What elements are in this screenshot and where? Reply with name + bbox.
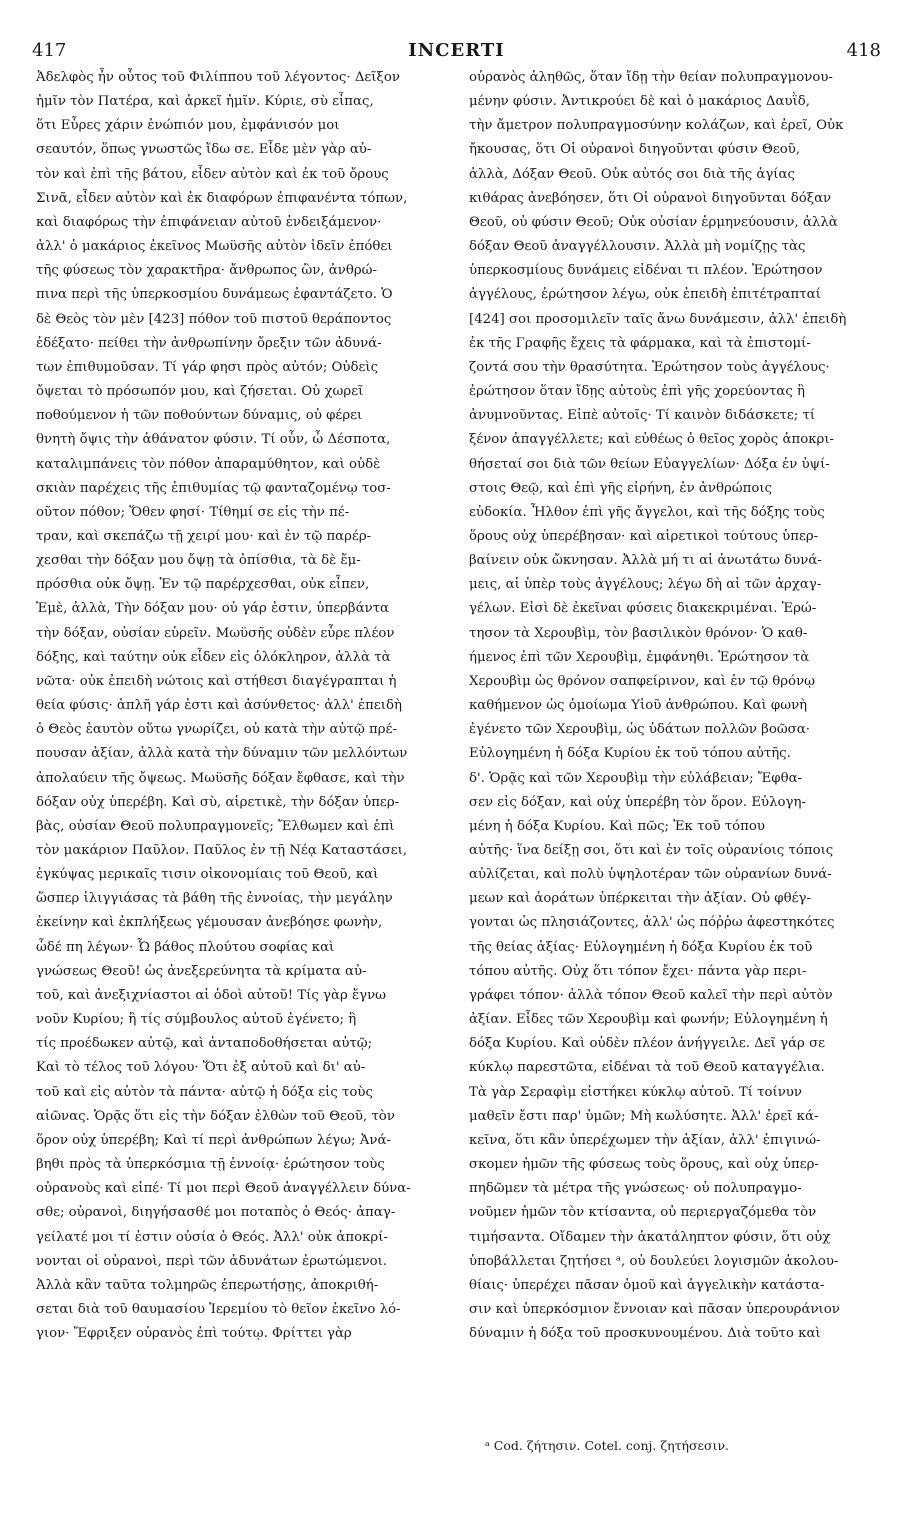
text-line: [424] σοι προσομιλεῖν ταῖς ἄνω δυνάμεσιν, ἀλλ' ἐπειδὴ — [469, 311, 847, 327]
page-number-left: 417 — [32, 40, 67, 61]
text-line: μαθεῖν ἔστι παρ' ὑμῶν; Μὴ κωλύσητε. Ἀλλ' ἐρεῖ κά- — [469, 1108, 819, 1124]
text-line: μεων καὶ ἀοράτων ὑπέρκειται τὴν ἀξίαν. Οὐ φθέγ- — [469, 891, 811, 907]
text-line: στοις Θεῷ, καὶ ἐπὶ γῆς εἰρήνη, ἐν ἀνθρώποις — [469, 480, 773, 496]
page-header — [32, 40, 881, 64]
left-column — [36, 66, 448, 1346]
text-line: Χερουβὶμ ὡς θρόνον σαπφείρινον, καὶ ἐν τῷ θρόνῳ — [469, 673, 815, 689]
text-line: τίς προέδωκεν αὐτῷ, καὶ ἀνταποδοθήσεται αὐτῷ; — [36, 1036, 373, 1052]
text-line: θήσεταί σοι διὰ τῶν θείων Εὐαγγελίων· Δόξα ἐν ὑψί- — [469, 456, 830, 472]
text-line: τὴν ἄμετρον πολυπραγμοσύνην κολάζων, καὶ ἐρεῖ, Οὐκ — [469, 118, 844, 134]
text-line: ὥσπερ ἰλιγγιάσας τὰ βάθη τῆς ἐννοίας, τὴν μεγάλην — [36, 891, 393, 907]
text-line: ὑπερκοσμίους δυνάμεις εἰδέναι τι πλέον. Ἐρώτησον — [469, 263, 823, 279]
text-line: σιν καὶ ὑπερκόσμιον ἔννοιαν καὶ πᾶσαν ὑπερουράνιον — [469, 1301, 840, 1317]
text-line: μένη ἡ δόξα Κυρίου. Καὶ πῶς; Ἐκ τοῦ τόπου — [469, 818, 765, 834]
text-line: αὐτῆς· ἵνα δείξῃ σοι, ὅτι καὶ ἐν τοῖς οὐρανίοις τόποις — [469, 843, 834, 858]
text-line: γιον· Ἔφριξεν οὐρανὸς ἐπὶ τούτῳ. Φρίττει γὰρ — [36, 1326, 352, 1342]
text-line: κιθάρας ἀνεβόησεν, ὅτι Οἱ οὐρανοὶ διηγοῦνται δόξαν — [469, 190, 832, 206]
text-line: πηδῶμεν τὰ μέτρα τῆς γνώσεως· οὐ πολυπραγμο- — [469, 1181, 802, 1197]
text-line: μένην φύσιν. Ἀντικρούει δὲ καὶ ὁ μακάριος Δαυῒδ, — [469, 94, 810, 110]
text-line: δόξα Κυρίου. Καὶ οὐδὲν πλέον ἀνήγγειλε. Δεῖ γάρ σε — [469, 1036, 826, 1052]
text-line: Τὰ γὰρ Σεραφὶμ εἱστήκει κύκλῳ αὐτοῦ. Τί τοίνυν — [469, 1084, 802, 1100]
text-line: εὐδοκία. Ἦλθον ἐπὶ γῆς ἄγγελοι, καὶ τῆς δόξης τοὺς — [469, 504, 825, 520]
text-line: Εὐλογημένη ἡ δόξα Κυρίου ἐκ τοῦ τόπου αὐτῆς. — [469, 746, 791, 762]
text-line: σεν εἰς δόξαν, καὶ οὐχ ὑπερέβη τὸν ὅρον. Εὐλογη- — [469, 794, 806, 810]
text-line: ἡμῖν τὸν Πατέρα, καὶ ἀρκεῖ ἡμῖν. Κύριε, σὺ εἶπας, — [36, 94, 374, 110]
text-line: δόξης, καὶ ταύτην οὐκ εἶδεν εἰς ὁλόκληρον, ἀλλὰ τὰ — [36, 649, 391, 665]
text-line: πουσαν ἀξίαν, ἀλλὰ κατὰ τὴν δύναμιν τῶν μελλόντων — [36, 746, 408, 762]
text-line: νῶτα· οὐκ ἐπειδὴ νώτοις καὶ στήθεσι διαγέγραπται ἡ — [36, 673, 397, 689]
text-line: ὧδέ πη λέγων· Ὦ βάθος πλούτου σοφίας καὶ — [36, 939, 335, 955]
text-line: γέλων. Εἰσὶ δὲ ἐκεῖναι φύσεις διακεκριμέναι. Ἐρώ- — [469, 601, 817, 617]
text-line: τόπου αὐτῆς. Οὐχ ὅτι τόπον ἔχει· πάντα γὰρ περι- — [469, 963, 807, 979]
text-line: δόξαν Θεοῦ ἀναγγέλλουσιν. Ἀλλὰ μὴ νομίζῃς τὰς — [469, 239, 806, 255]
text-line: των ἐπιθυμοῦσαν. Τί γάρ φησι πρὸς αὐτόν; Οὐδεὶς — [36, 359, 379, 375]
text-line: τιμήσαντα. Οἴδαμεν τὴν ἀκατάληπτον φύσιν, ὅτι οὐχ — [469, 1229, 831, 1245]
text-line: θεία φύσις· ἁπλῆ γάρ ἐστι καὶ ἀσύνθετος· ἀλλ' ἐπειδὴ — [36, 698, 402, 714]
text-line: ποθούμενον ἡ τῶν ποθούντων δύναμις, οὐ φέρει — [36, 408, 363, 424]
text-line: αὐλίζεται, καὶ πολὺ ὑψηλοτέραν τῶν οὐρανίων δυνά- — [469, 867, 832, 883]
text-line: Καὶ τὸ τέλος τοῦ λόγου· Ὅτι ἐξ αὐτοῦ καὶ δι' αὐ- — [36, 1060, 366, 1076]
footnote: ᵃ Cod. ζήτησιν. Cotel. conj. ζητήσεσιν. — [485, 1438, 730, 1453]
text-line: γονται ὡς πλησιάζοντες, ἀλλ' ὡς πόῤῥω ἀφεστηκότες — [469, 915, 835, 931]
text-line: δόξαν οὐχ ὑπερέβη. Καὶ σὺ, αἱρετικὲ, τὴν δόξαν ὑπερ- — [36, 794, 400, 810]
text-line: πρόσθια οὐκ ὄψῃ. Ἐν τῷ παρέρχεσθαι, οὐκ εἶπεν, — [36, 577, 370, 593]
text-line: θίαις· ὑπερέχει πᾶσαν ὁμοῦ καὶ ἀγγελικὴν κατάστα- — [469, 1277, 825, 1293]
text-line: ἐδέξατο· πείθει τὴν ἀνθρωπίνην ὄρεξιν τῶν ἀδυνά- — [36, 335, 382, 351]
text-line: δὲ Θεὸς τὸν μὲν [423] πόθον τοῦ πιστοῦ θεράποντος — [36, 311, 392, 327]
text-line: τὸν μακάριον Παῦλον. Παῦλος ἐν τῇ Νέᾳ Καταστάσει, — [36, 843, 408, 858]
text-line: σκομεν ἡμῶν τῆς φύσεως τοὺς ὅρους, καὶ οὐχ ὑπερ- — [469, 1157, 819, 1173]
text-line: τοῦ, καὶ ἀνεξιχνίαστοι αἱ ὁδοὶ αὐτοῦ! Τίς γὰρ ἔγνω — [36, 987, 387, 1003]
text-line: κύκλῳ παρεστῶτα, εἰδέναι τὰ τοῦ Θεοῦ καταγγέλια. — [469, 1060, 825, 1076]
text-line: αἰῶνας. Ὁρᾷς ὅτι εἰς τὴν δόξαν ἐλθὼν τοῦ Θεοῦ, τὸν — [36, 1108, 395, 1124]
text-line: ἐγκύψας μερικαῖς τισιν οἰκονομίαις τοῦ Θεοῦ, καὶ — [36, 867, 379, 883]
text-line: ὅρους οὐχ ὑπερέβησαν· καὶ αἱρετικοὶ τούτους ὑπερ- — [469, 528, 819, 544]
text-line: μεις, αἱ ὑπὲρ τοὺς ἀγγέλους; λέγω δὴ αἱ τῶν ἀρχαγ- — [469, 577, 822, 593]
text-line: σεαυτόν, ὅπως γνωστῶς ἴδω σε. Εἶδε μὲν γὰρ αὐ- — [36, 142, 372, 158]
text-line: καὶ διαφόρως τὴν ἐπιφάνειαν αὐτοῦ ἐνδειξάμενον· — [36, 214, 382, 230]
text-line: θνητὴ ὄψις τὴν ἀθάνατον φύσιν. Τί οὖν, ὦ Δέσποτα, — [36, 432, 391, 448]
text-line: κεῖνα, ὅτι κἂν ὑπερέχωμεν τὴν ἀξίαν, ἀλλ' ἐπιγινώ- — [469, 1132, 821, 1148]
page-number-right: 418 — [846, 40, 881, 61]
text-line: καταλιμπάνεις τὸν πόθον ἀπαραμύθητον, καὶ οὐδὲ — [36, 456, 381, 472]
text-line: ζοντά σου τὴν θρασύτητα. Ἐρώτησον τοὺς ἀγγέλους· — [469, 359, 830, 375]
text-line: τῆς φύσεως τὸν χαρακτῆρα· ἄνθρωπος ὢν, ἀνθρώ- — [36, 263, 378, 279]
text-line: ἀπολαύειν τῆς ὄψεως. Μωϋσῆς δόξαν ἔφθασε, καὶ τὴν — [36, 770, 405, 786]
text-line: ἐγένετο τῶν Χερουβὶμ, ὡς ὑδάτων πολλῶν βοῶσα· — [469, 722, 810, 738]
text-line: ξένον ἀπαγγέλλετε; καὶ εὐθέως ὁ θεῖος χορὸς ἀποκρι- — [469, 432, 835, 448]
text-line: χεσθαι τὴν δόξαν μου ὄψῃ τὰ ὀπίσθια, τὰ δὲ ἔμ- — [36, 553, 361, 569]
text-line: βηθι πρὸς τὰ ὑπερκόσμια τῇ ἐννοίᾳ· ἐρώτησον τοὺς — [36, 1157, 385, 1173]
text-line: δ'. Ὁρᾷς καὶ τῶν Χερουβὶμ τὴν εὐλάβειαν; Ἔφθα- — [469, 770, 803, 786]
text-line: ἐκ τῆς Γραφῆς ἔχεις τὰ φάρμακα, καὶ τὰ ἐπιστομί- — [469, 335, 811, 351]
text-line: σθε; οὐρανοὶ, διηγήσασθέ μοι ποταπὸς ὁ Θεός· ἀπαγ- — [36, 1205, 396, 1221]
text-line: τραν, καὶ σκεπάζω τῇ χειρί μου· καὶ ἐν τῷ παρέρ- — [36, 528, 372, 544]
text-line: οῦτον πόθον; Ὅθεν φησί· Τίθημί σε εἰς τὴν πέ- — [36, 504, 350, 520]
text-line: ήμενος ἐπὶ τῶν Χερουβὶμ, ἐμφάνηθι. Ἐρώτησον τὰ — [469, 649, 810, 665]
text-line: νοῦμεν ἡμῶν τὸν κτίσαντα, οὐ περιεργαζόμεθα τὸν — [469, 1205, 817, 1221]
text-line: τοῦ καὶ εἰς αὐτὸν τὰ πάντα· αὐτῷ ἡ δόξα εἰς τοὺς — [36, 1084, 373, 1100]
text-line: ἀξίαν. Εἶδες τῶν Χερουβὶμ καὶ φωνήν; Εὐλογημένη ἡ — [469, 1012, 828, 1028]
text-line: καθήμενον ὡς ὁμοίωμα Υἱοῦ ἀνθρώπου. Καὶ φωνὴ — [469, 698, 808, 714]
text-line: τῆς θείας ἀξίας· Εὐλογημένη ἡ δόξα Κυρίου ἐκ τοῦ — [469, 939, 813, 955]
text-line: ἀνυμνοῦντας. Εἰπὲ αὐτοῖς· Τί καινὸν διδάσκετε; τί — [469, 408, 816, 424]
text-line: δύναμιν ἡ δόξα τοῦ προσκυνουμένου. Διὰ τοῦτο καὶ — [469, 1326, 821, 1342]
text-line: βὰς, οὐσίαν Θεοῦ πολυπραγμονεῖς; Ἔλθωμεν καὶ ἐπὶ — [36, 818, 395, 834]
text-line: Ἀλλὰ κἂν ταῦτα τολμηρῶς ἐπερωτήσῃς, ἀποκριθή- — [36, 1277, 379, 1293]
text-line: Ἐμὲ, ἀλλὰ, Τὴν δόξαν μου· οὐ γάρ ἐστιν, ὑπερβάντα — [36, 601, 390, 617]
text-line: βαίνειν οὐκ ὤκνησαν. Ἀλλὰ μή τι αἱ ἀνωτάτω δυνά- — [469, 553, 822, 569]
text-line: γράφει τόπον· ἀλλὰ τόπον Θεοῦ καλεῖ τὴν περὶ αὐτὸν — [469, 987, 833, 1003]
text-line: οὐρανοὺς καὶ εἰπέ· Τί μοι περὶ Θεοῦ ἀναγγέλλειν δύνα- — [36, 1181, 411, 1197]
text-line: νοῦν Κυρίου; ἢ τίς σύμβουλος αὐτοῦ ἐγένετο; ἢ — [36, 1012, 357, 1028]
text-line: σεται διὰ τοῦ θαυμασίου Ἱερεμίου τὸ θεῖον ἐκεῖνο λό- — [36, 1301, 401, 1317]
text-line: ἐκείνην καὶ ἐκπλήξεως γέμουσαν ἀνεβόησε φωνὴν, — [36, 915, 383, 931]
text-line: τησον τὰ Χερουβὶμ, τὸν βασιλικὸν θρόνον· Ὁ καθ- — [469, 625, 808, 641]
text-line: ἐρώτησον ὅταν ἴδῃς αὐτοὺς ἐπὶ γῆς χορεύοντας ἢ — [469, 384, 806, 400]
text-line: Θεοῦ, οὐ φύσιν Θεοῦ; Οὐκ οὐσίαν ἑρμηνεύουσιν, ἀλλὰ — [469, 214, 838, 230]
text-line: ὁ Θεὸς ἑαυτὸν οὕτω γνωρίζει, οὐ κατὰ τὴν αὐτῷ πρέ- — [36, 722, 397, 738]
text-line: τὴν δόξαν, οὐσίαν εὑρεῖν. Μωϋσῆς οὐδὲν εὗρε πλέον — [36, 625, 395, 641]
text-line: ὅτι Εὗρες χάριν ἐνώπιόν μου, ἐμφάνισόν μοι — [36, 118, 340, 134]
text-line: γείλατέ μοι τί ἐστιν οὐσία ὁ Θεός. Ἀλλ' οὐκ ἀποκρί- — [36, 1229, 388, 1245]
text-line: οὐρανὸς ἀληθῶς, ὅταν ἴδῃ τὴν θείαν πολυπραγμονου- — [469, 70, 833, 85]
right-column — [469, 66, 879, 1346]
text-line: γνώσεως Θεοῦ! ὡς ἀνεξερεύνητα τὰ κρίματα αὐ- — [36, 963, 367, 979]
text-line: Σινᾶ, εἶδεν αὐτὸν καὶ ἐκ διαφόρων ἐπιφανέντα τόπων, — [36, 190, 408, 206]
text-line: ἀλλ' ὁ μακάριος ἐκεῖνος Μωϋσῆς αὐτὸν ἰδεῖν ἐπόθει — [36, 239, 393, 255]
running-title: INCERTI — [408, 40, 505, 61]
text-line: τὸν καὶ ἐπὶ τῆς βάτου, εἶδεν αὐτὸν καὶ ἐκ τοῦ ὄρους — [36, 166, 389, 182]
text-line: νονται οἱ οὐρανοὶ, περὶ τῶν ἀδυνάτων ἐρωτώμενοι. — [36, 1253, 388, 1269]
text-line: ὄψεται τὸ πρόσωπόν μου, καὶ ζήσεται. Οὐ χωρεῖ — [36, 384, 364, 400]
text-line: ἤκουσας, ὅτι Οἱ οὐρανοὶ διηγοῦνται φύσιν Θεοῦ, — [469, 142, 801, 158]
text-line: σκιὰν παρέχεις τῆς ἐπιθυμίας τῷ φανταζομένῳ τοσ- — [36, 480, 391, 496]
text-line: Ἀδελφὸς ἦν οὗτος τοῦ Φιλίππου τοῦ λέγοντος· Δεῖξον — [36, 70, 400, 85]
text-line: πινα περὶ τῆς ὑπερκοσμίου δυνάμεως ἐφαντάζετο. Ὁ — [36, 287, 393, 303]
text-line: ὅρον οὐχ ὑπερέβη; Καὶ τί περὶ ἀνθρώπων λέγω; Ἀνά- — [36, 1132, 391, 1148]
text-line: ἀγγέλους, ἐρώτησον λέγω, οὐκ ἐπειδὴ ἐπιτέτραπταί — [469, 287, 821, 303]
text-line: ἀλλὰ, Δόξαν Θεοῦ. Οὐκ αὐτός σοι διὰ τῆς ἁγίας — [469, 166, 795, 182]
text-line: ὑποβάλλεται ζητήσει ᵃ, οὐ δουλεύει λογισμῶν ἀκολου- — [469, 1253, 839, 1269]
